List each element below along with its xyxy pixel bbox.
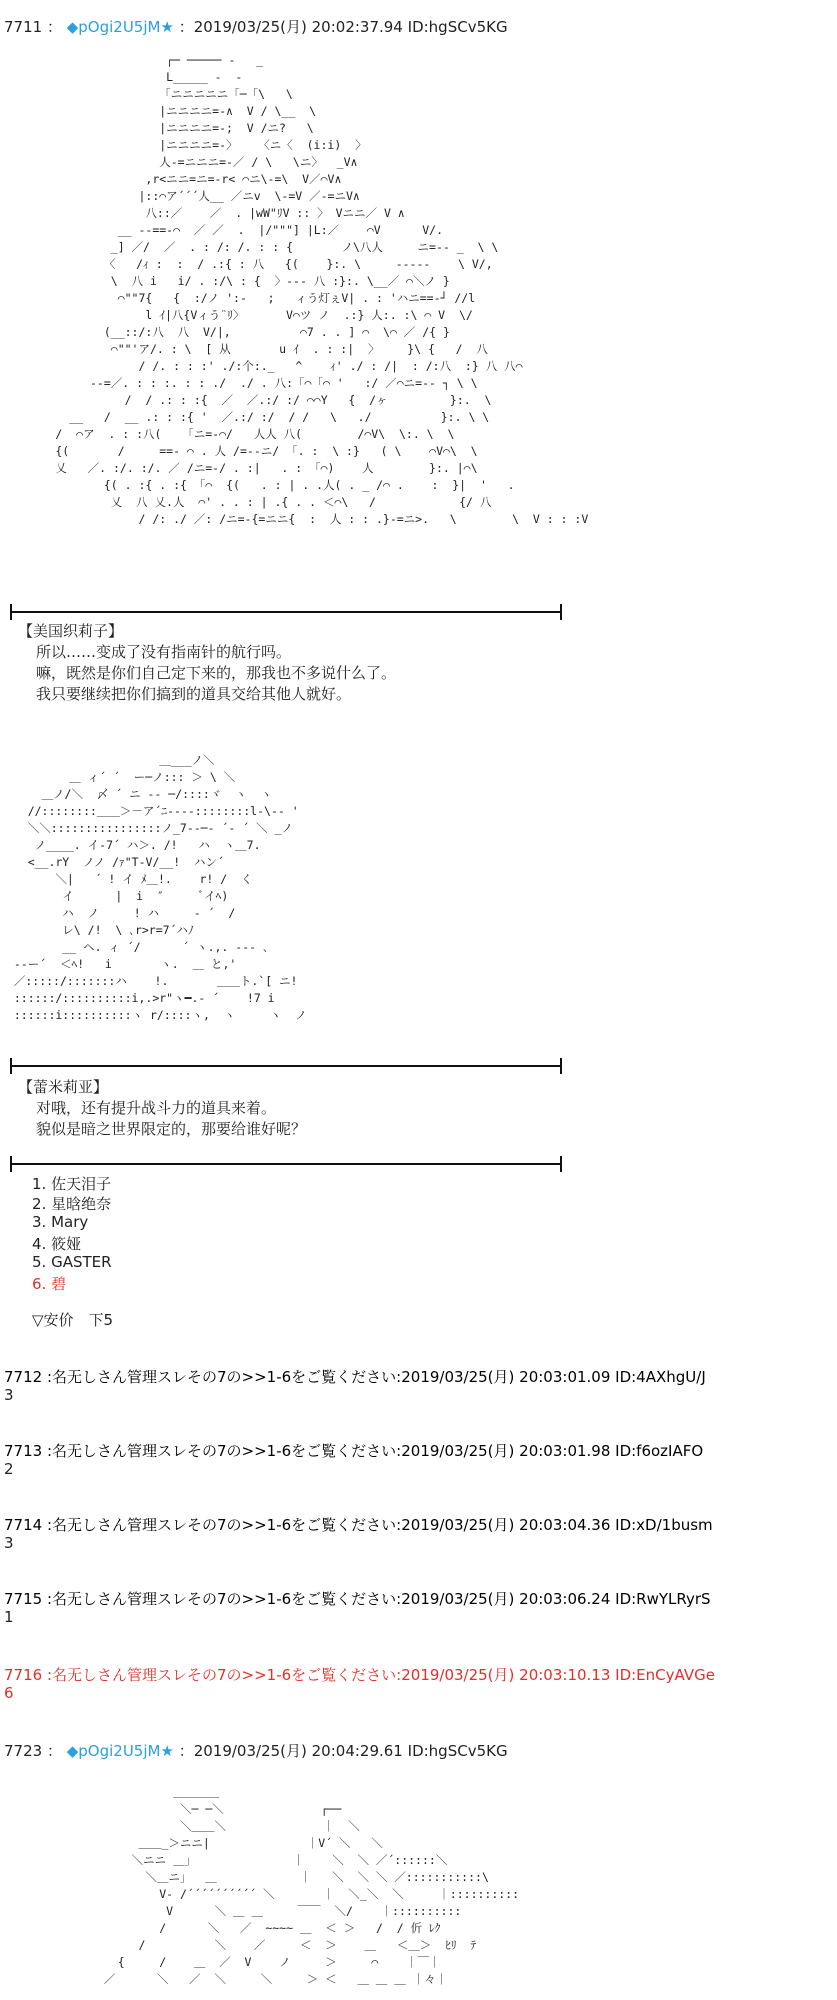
post-datetime: 2019/03/25(月) 20:04:29.61 [193, 1742, 403, 1760]
reply-body: 2 [4, 1460, 14, 1478]
poster-name: ◆pOgi2U5jM [66, 1742, 161, 1760]
poster-name: ◆pOgi2U5jM [66, 18, 161, 36]
speaker-name: 【美国织莉子】 [18, 622, 124, 640]
post-header: 7711 ： ◆pOgi2U5jM★ ：2019/03/25(月) 20:02:37.94 ID:hgSCv5KG [4, 18, 508, 36]
star-icon: ★ [160, 18, 174, 36]
ascii-art-scene: ＿＿＿＿ ＼─ ─＼ ┌── ＼＿＿＼ ｜ ＼ ＿＿_＞ニニ| ｜V´ ＼ ＼ ＼ニニ ＿」 ｜ ＼ ＼ ／´::::::＼ ＼＿ニ」 ＿ ｜ ＼ ＼ ＼ ／:::::::::::\ V- /´´´´´´´´´´ ＼ ｜ ＼_＼ ＼ ｜:::::::::: V ＼ ＿ ＿ ￣￣ ＼/ ｜:::::::::: / ＼ ／ ~~~~ ＿ ＜ ＞ / / 伒 ﾚｸ / ＼ ／ ＜ ＞ ＿ ＜＿＞ ﾋﾘ ﾃ { / ＿ ／ V ノ ＞ ⌒ ｜￣｜ ／ ＼ ／ ＼ ＼ ＞ ＜ ＿ ＿ ＿ ｜々｜ [103, 1785, 520, 1986]
reply-body: 3 [4, 1386, 14, 1404]
post-datetime: 2019/03/25(月) 20:02:37.94 [193, 18, 403, 36]
choice-item: 1. 佐天泪子 [32, 1175, 112, 1193]
reply-header-selected[interactable]: 7716 :名无しさん管理スレその7の>>1-6をご覧ください:2019/03/25(月) 20:03:10.13 ID:EnCyAVGe [4, 1666, 715, 1684]
post-id[interactable]: ID:hgSCv5KG [407, 18, 508, 36]
reply-header[interactable]: 7713 :名无しさん管理スレその7の>>1-6をご覧ください:2019/03/25(月) 20:03:01.98 ID:f6ozIAFO [4, 1442, 704, 1460]
choice-item-selected: 6. 碧 [32, 1275, 67, 1293]
post-number[interactable]: 7711 [4, 18, 43, 36]
divider [12, 1065, 560, 1067]
post-id[interactable]: ID:hgSCv5KG [407, 1742, 508, 1760]
choice-item: 2. 星晗绝奈 [32, 1195, 112, 1213]
reply-body: 3 [4, 1534, 14, 1552]
post-number[interactable]: 7723 [4, 1742, 43, 1760]
post-header: 7723 ： ◆pOgi2U5jM★ ：2019/03/25(月) 20:04:29.61 ID:hgSCv5KG [4, 1742, 508, 1760]
dialogue-line: 所以……变成了没有指南针的航行吗。 [36, 643, 292, 661]
divider [12, 611, 560, 613]
choice-item: 5. GASTER [32, 1253, 112, 1271]
dialogue-line: 貌似是暗之世界限定的，那要给谁好呢？ [36, 1120, 307, 1138]
dialogue-line: 嘛，既然是你们自己定下来的，那我也不多说什么了。 [36, 664, 397, 682]
reply-body: 1 [4, 1608, 14, 1626]
divider [12, 1163, 560, 1165]
reply-header[interactable]: 7714 :名无しさん管理スレその7の>>1-6をご覧ください:2019/03/25(月) 20:03:04.36 ID:xD/1busm [4, 1516, 713, 1534]
ascii-art-remilia: ＿___ノ＼ ＿ ィ´ ´ ー─ノ::: ＞ \ ＼ ＿ノ/＼ 〆 ´ ニ ‐- ─/::::ヾ ヽ ヽ //::::::::＿＿＞－ア´ﾆ----::::::::l‐\-- ' ＼＼::::::::::::::::ノ_7‐‐─‐ ´‐ ´ ＼ _ノ ノ____. イ‐7´ ハ＞. /! ハ ヽ＿7. <__.rY ノノ /ｧ"T‐V/__! ハン´ ＼| ´ ! イ ﾒ＿!. r! / く イ | i ″ ﾞイﾍ) ハ ノ ! ハ ‐ ´ / レ\ /! \ ､r>r=7´ハﾉ __ ヘ. ィ ´/ ´ ヽ.,. --- ､ --ー´ ＜ﾍ! i ヽ. ＿ と,' ／:::::/:::::::ハ !. ＿＿ト.`[ ニ! ::::::/::::::::::i,.>r"ヽ━.‐ ´ !7 i ::::::i::::::::::ヽ r/::::ヽ, ヽ ヽ ノ [13, 753, 307, 1022]
dialogue-line: 我只要继续把你们搞到的道具交给其他人就好。 [36, 685, 352, 703]
choice-item: 4. 筱娅 [32, 1235, 82, 1253]
anka-prompt: ▽安价 下5 [32, 1311, 114, 1329]
star-icon: ★ [160, 1742, 174, 1760]
reply-header[interactable]: 7712 :名无しさん管理スレその7の>>1-6をご覧ください:2019/03/25(月) 20:03:01.09 ID:4AXhgU/J [4, 1368, 706, 1386]
reply-header[interactable]: 7715 :名无しさん管理スレその7の>>1-6をご覧ください:2019/03/25(月) 20:03:06.24 ID:RwYLRyrS [4, 1590, 711, 1608]
choice-item: 3. Mary [32, 1213, 89, 1231]
reply-body-selected: 6 [4, 1684, 14, 1702]
ascii-art-orikos: ┌─ ───── - _ L_____ ‐ ‐ 「ニニニニニ「─「\ \ |ニニニニ=-∧ V / \__ \ |ニニニニ=-; V /ニ? \ |ニニニニ=-〉 〈ニ〈 (i:i) 〉 人-=ニニニ=-／ / \ \ニ〉 _V∧ ,r<ニニ=ニ=-r< ⌒ニ\-=\ V／⌒V∧ |::⌒ア´´´人__ ／ニv \-=V ／-=ニV∧ 八::／ ／ . |wW"ﾘV :: 〉 Vニニ／ V ∧ __ --==‐⌒ ／ ／ . |/"""] |L:／ ⌒V V/. _] ／/ ／ . : /: /. : : { ノ\八人 ニ=-- _ \ \ 〈 /ｨ : : / .:{ : 八 {( }:. \ -‐‐‐‐ \ V/, \ 八 i i/ . :/\ : { 〉‐‐- 八 :}:. \__／ ⌒＼ノ } ⌒""7{ { :/ノ ':- ; ィう灯ぇV| . : 'ハニ==‐┘ //l l ｲ|八{Vィう¨ﾘ〉 V⌒ツ ノ .:} 人:. :\ ⌒ V \/ (__::/:八 八 V/|, ⌒7 . . ] ⌒ \⌒ ／ /{ } ⌒""'ア/. : \ [ 从 u ｲ . : :| 〉 }\ { / 八 / /. : : :' ./:个:._ ^ ｨ' ./ : /| : /:八 :} 八 八⌒ --=／. : : :. : : ./ ./ . 八:「⌒「⌒ ' :/ ／⌒ニ=‐- ┐ \ \ / / .: : :{ ／ ／.:/ :/ ⌒⌒Y { /ヶ }:. \ __ / __ .: : :{ ' ／.:/ :/ / / \ ./ }:. \ \ / ⌒ア . : :八( 「ニ=-⌒/ 人人 八( /⌒V\ \:. \ \ {( / ==‐ ⌒ . 人 /=-‐ニ/ 「. : \ :} ( \ ⌒V⌒\ \ 乂 ／. :/. :/. ／ /ニ=‐/ . :| . : 「⌒) 人 }:. |⌒\ {( . :{ . :{ 「⌒ {( . : | . .人( . _ /⌒ . : }| ' . 乂 八 乂.人 ⌒' . . : | .{ . . ＜⌒\ / {/ 八 / /: ./ ／: /ニ=‐{=ニニ{ : 人 : : .}-=ニ>. \ \ V : : :V [55, 53, 589, 526]
speaker-name: 【蕾米莉亚】 [18, 1078, 109, 1096]
dialogue-line: 对哦，还有提升战斗力的道具来着。 [36, 1099, 277, 1117]
